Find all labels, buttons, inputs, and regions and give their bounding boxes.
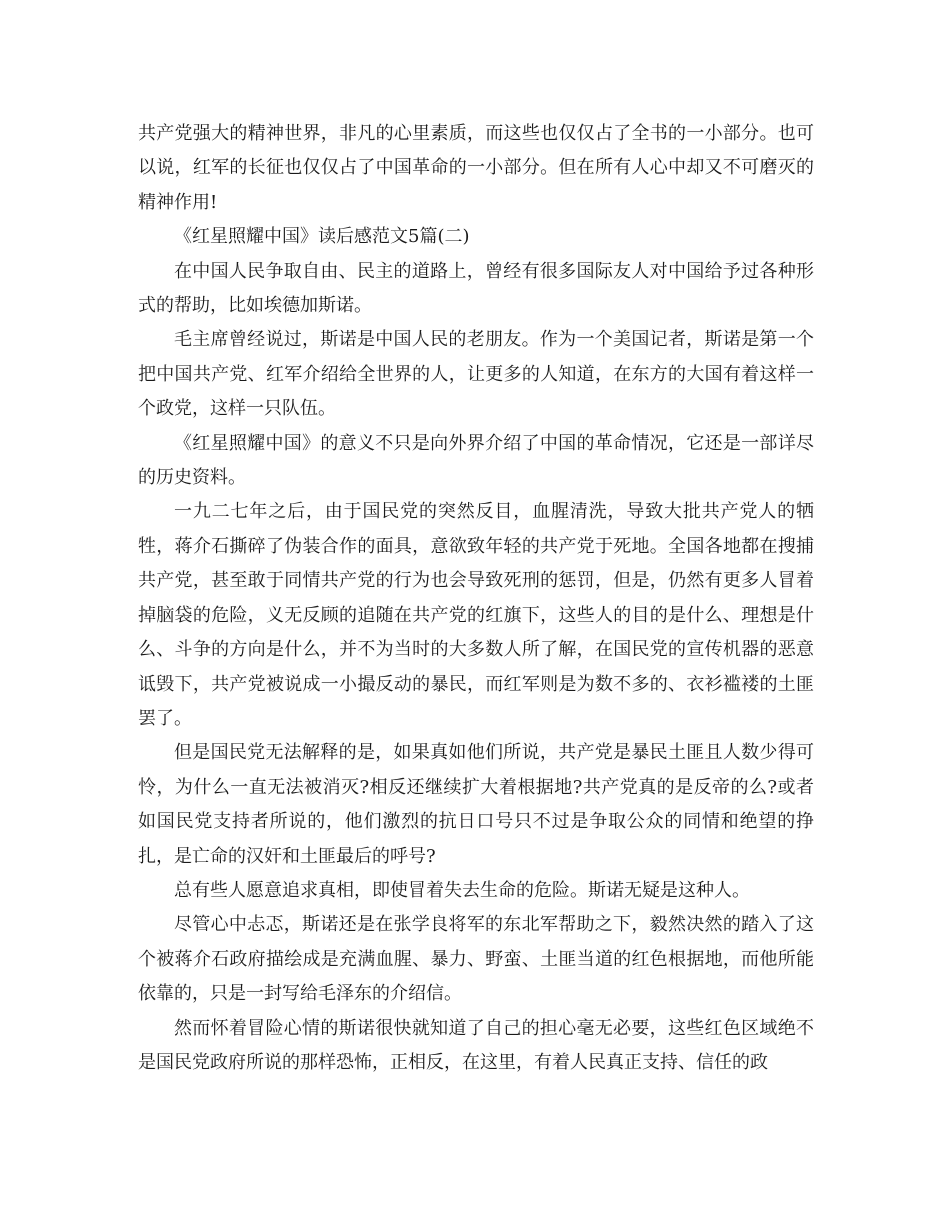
paragraph: 毛主席曾经说过，斯诺是中国人民的老朋友。作为一个美国记者，斯诺是第一个把中国共产党、红军介绍给全世界的人，让更多的人知道，在东方的大国有着这样一个政党，这样一只队伍。 bbox=[138, 329, 814, 420]
paragraph: 尽管心中忐忑，斯诺还是在张学良将军的东北军帮助之下，毅然决然的踏入了这个被蒋介石政府描绘成是充满血腥、暴力、野蛮、土匪当道的红色根据地，而他所能依靠的，只是一封写给毛泽东的介绍信。 bbox=[138, 914, 814, 1005]
paragraph: 但是国民党无法解释的是，如果真如他们所说，共产党是暴民土匪且人数少得可怜，为什么一直无法被消灭?相反还继续扩大着根据地?共产党真的是反帝的么?或者如国民党支持者所说的，他们激烈的抗日口号只不过是争取公众的同情和绝望的挣扎，是亡命的汉奸和土匪最后的呼号? bbox=[138, 742, 814, 867]
paragraph: 在中国人民争取自由、民主的道路上，曾经有很多国际友人对中国给予过各种形式的帮助，比如埃德加斯诺。 bbox=[138, 260, 814, 317]
paragraph: 《红星照耀中国》的意义不只是向外界介绍了中国的革命情况，它还是一部详尽的历史资料。 bbox=[138, 432, 814, 489]
paragraph: 然而怀着冒险心情的斯诺很快就知道了自己的担心毫无必要，这些红色区域绝不是国民党政府所说的那样恐怖，正相反，在这里，有着人民真正支持、信任的政 bbox=[138, 1017, 814, 1073]
paragraph-continuation: 共产党强大的精神世界，非凡的心里素质，而这些也仅仅占了全书的一小部分。也可以说，红军的长征也仅仅占了中国革命的一小部分。但在所有人心中却又不可磨灭的精神作用! bbox=[138, 123, 814, 213]
document-page bbox=[138, 117, 814, 1080]
section-heading: 《红星照耀中国》读后感范文5篇(二) bbox=[174, 226, 470, 248]
paragraph: 总有些人愿意追求真相，即使冒着失去生命的危险。斯诺无疑是这种人。 bbox=[174, 879, 750, 901]
paragraph: 一九二七年之后，由于国民党的突然反目，血腥清洗，导致大批共产党人的牺牲，蒋介石撕碎了伪装合作的面具，意欲致年轻的共产党于死地。全国各地都在搜捕共产党，甚至敢于同情共产党的行为也会导致死刑的惩罚，但是，仍然有更多人冒着掉脑袋的危险，义无反顾的追随在共产党的红旗下，这些人的目的是什么、理想是什么、斗争的方向是什么，并不为当时的大多数人所了解，在国民党的宣传机器的恶意诋毁下，共产党被说成一小撮反动的暴民，而红军则是为数不多的、衣衫褴褛的土匪罢了。 bbox=[138, 501, 814, 729]
